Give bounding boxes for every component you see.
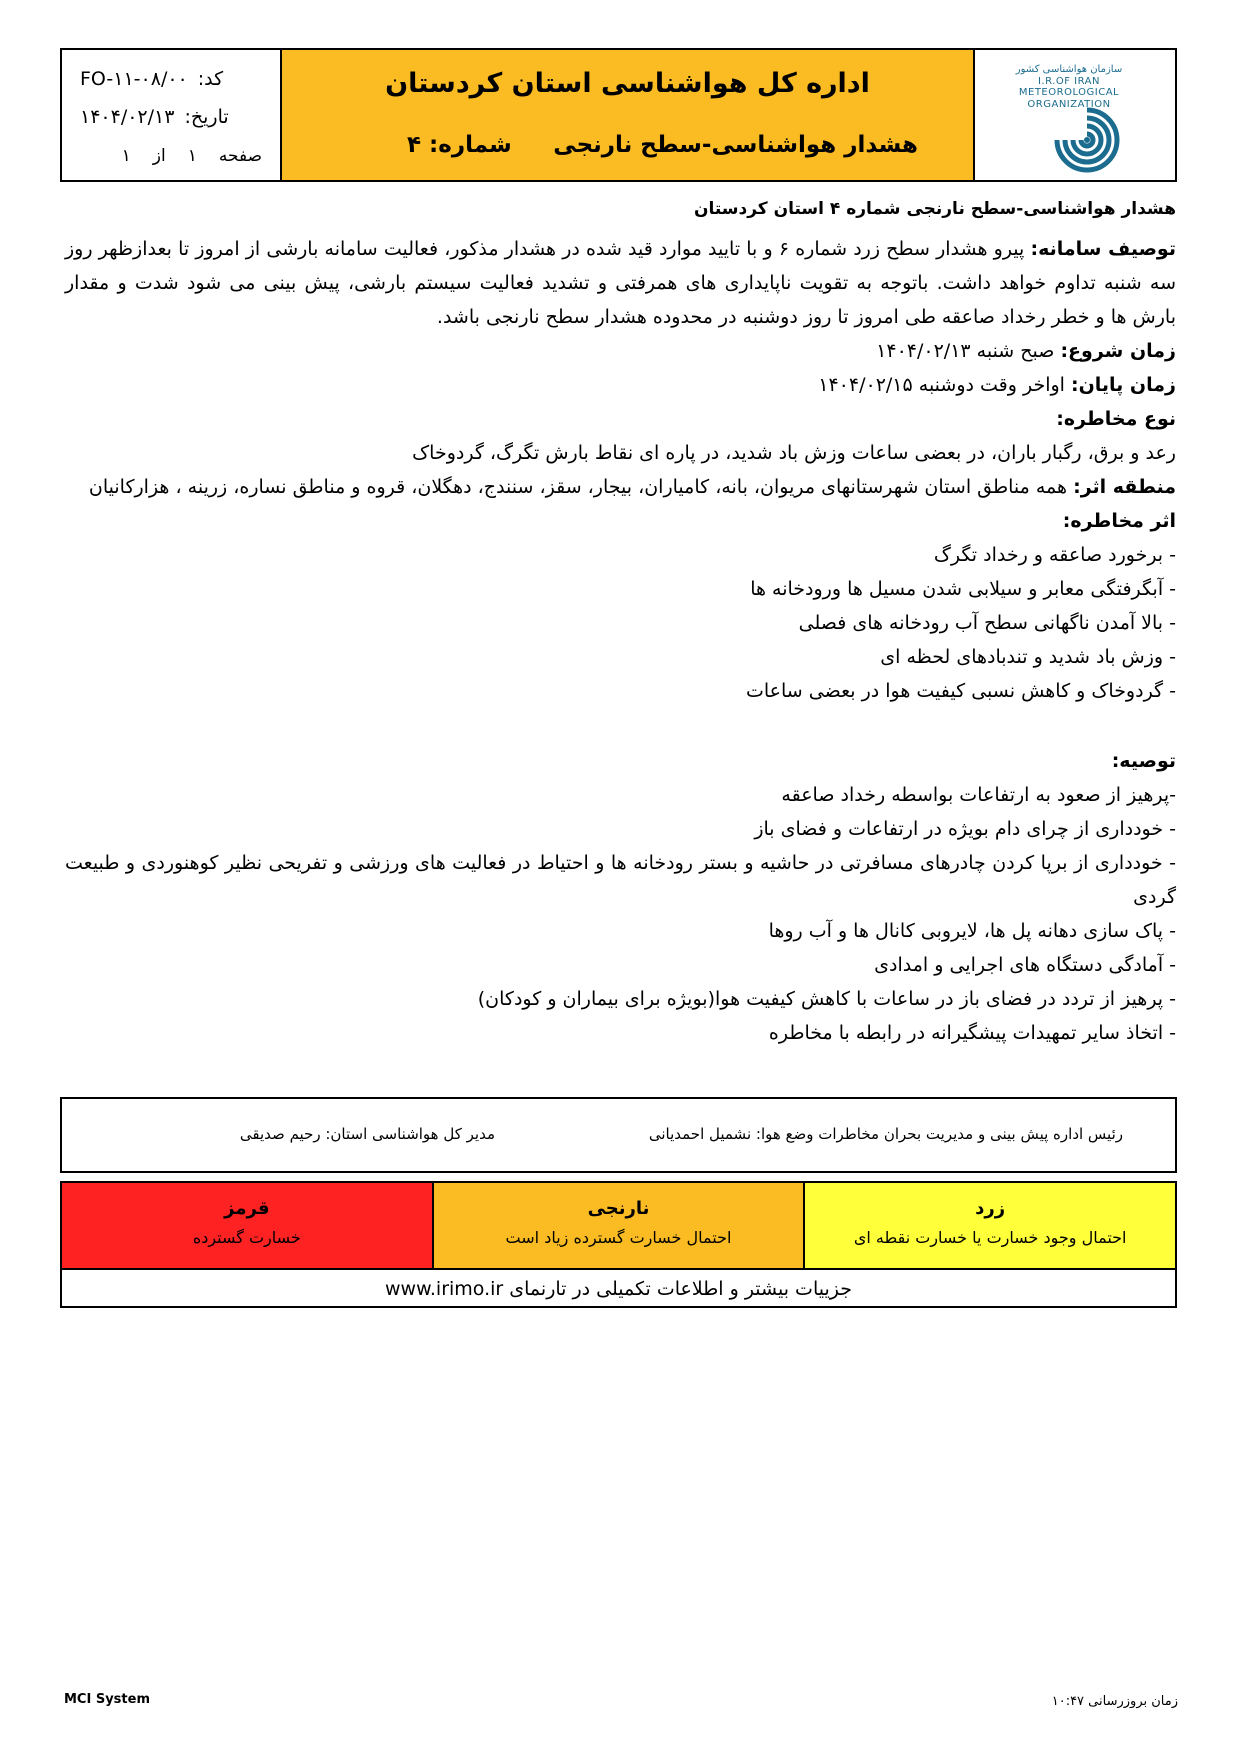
legend-name: زرد — [975, 1198, 1006, 1219]
document-meta — [62, 50, 282, 180]
impact-item: - بالا آمدن ناگهانی سطح آب رودخانه های فصلی — [798, 612, 1176, 634]
description-label: توصیف سامانه: — [1030, 238, 1176, 260]
legend-orange — [434, 1183, 806, 1268]
legend-name: قرمز — [224, 1198, 270, 1219]
affected-area-label: منطقه اثر: — [1073, 476, 1176, 498]
advice-item: - پرهیز از تردد در فضای باز در ساعات با کاهش کیفیت هوا(بویژه برای بیماران و کودکان) — [477, 988, 1176, 1010]
end-time-value: اواخر وقت دوشنبه ۱۴۰۴/۰۲/۱۵ — [818, 374, 1071, 396]
code-row — [80, 60, 262, 98]
system-description — [65, 232, 1176, 334]
logo-text-en-1: I.R.OF IRAN — [1037, 75, 1100, 87]
advice-item: - اتخاذ سایر تمهیدات پیشگیرانه در رابطه با مخاطره — [768, 1022, 1176, 1044]
warning-number: شماره: ۴ — [407, 132, 512, 158]
legend-description: خسارت گسترده — [192, 1228, 301, 1247]
website-reference: جزییات بیشتر و اطلاعات تکمیلی در تارنمای www.irimo.ir — [385, 1278, 852, 1300]
hazard-type-label: نوع مخاطره: — [1056, 408, 1176, 430]
advice-item: - خودداری از برپا کردن چادرهای مسافرتی در حاشیه و بستر رودخانه ها و احتیاط در فعالیت های ورزشی و تفریحی نظیر کوهنوردی و طبیعت گردی — [65, 852, 1176, 908]
page-number-row — [80, 136, 262, 176]
spiral-logo-icon — [1045, 105, 1129, 175]
signature-box — [60, 1097, 1177, 1173]
logo-text-en-3: ORGANIZATION — [1027, 98, 1111, 110]
section-spacer — [65, 708, 1176, 744]
advice-label: توصیه: — [1111, 750, 1176, 772]
header-title-block — [282, 50, 975, 180]
legend-name: نارنجی — [587, 1198, 650, 1219]
legend-description: احتمال وجود خسارت یا خسارت نقطه ای — [853, 1228, 1127, 1247]
end-time-row — [65, 368, 1176, 402]
forecast-head-signature: رئیس اداره پیش بینی و مدیریت بحران مخاطرات وضع هوا: نشمیل احمدیانی — [648, 1125, 1123, 1143]
impact-item: - برخورد صاعقه و رخداد تگرگ — [933, 544, 1176, 566]
director-signature: مدیر کل هواشناسی استان: رحیم صدیقی — [239, 1125, 495, 1143]
start-time-row — [65, 334, 1176, 368]
advice-item: - خودداری از چرای دام بویژه در ارتفاعات و فضای باز — [754, 818, 1176, 840]
page-current: ۱ — [187, 145, 197, 166]
advice-item: -پرهیز از صعود به ارتفاعات بواسطه رخداد صاعقه — [781, 784, 1176, 806]
meteorological-organization-logo — [975, 50, 1175, 180]
start-time-value: صبح شنبه ۱۴۰۴/۰۲/۱۳ — [876, 340, 1061, 362]
legend-red — [62, 1183, 434, 1268]
date-label: تاریخ: — [184, 105, 229, 128]
advice-item: - پاک سازی دهانه پل ها، لایروبی کانال ها و آب روها — [768, 920, 1176, 942]
logo-text-fa: سازمان هواشناسی کشور — [1015, 64, 1123, 75]
affected-area-text: همه مناطق استان شهرستانهای مریوان، بانه، کامیاران، بیجار، سقز، سنندج، دهگلان، قروه و مناطق نساره، زرینه ، هزارکانیان — [88, 476, 1074, 498]
impact-item: - وزش باد شدید و تندبادهای لحظه ای — [880, 646, 1176, 668]
page-total: ۱ — [121, 145, 131, 166]
hazard-impact-label: اثر مخاطره: — [1062, 510, 1176, 532]
date-value: ۱۴۰۴/۰۲/۱۳ — [80, 105, 175, 128]
affected-area-row — [65, 470, 1176, 504]
warning-subtitle: هشدار هواشناسی-سطح نارنجی شماره ۴ استان کردستان — [693, 199, 1176, 219]
organization-title: اداره کل هواشناسی استان کردستان — [385, 68, 870, 99]
warning-level-legend — [60, 1181, 1177, 1308]
date-row — [80, 98, 262, 136]
logo-text — [989, 64, 1149, 110]
end-time-label: زمان پایان: — [1070, 374, 1176, 396]
code-value: FO-۱۱-۰۸/۰۰ — [80, 67, 188, 90]
warning-body — [65, 190, 1176, 1050]
legend-levels — [62, 1183, 1175, 1270]
legend-yellow — [805, 1183, 1175, 1268]
page-of: از — [152, 145, 166, 166]
description-text: پیرو هشدار سطح زرد شماره ۶ و با تایید موارد قید شده در هشدار مذکور، فعالیت سامانه بارشی از امروز تا بعدازظهر روز سه شنبه تداوم خواهد داشت. باتوجه به تقویت ناپایداری های همرفتی و تشدید فعالیت سیستم بارشی، پیش بینی می شود شدت و مقدار بارش ها و خطر رخداد صاعقه طی امروز تا روز دوشنبه در محدوده هشدار سطح نارنجی باشد. — [65, 238, 1176, 328]
impact-item: - گردوخاک و کاهش نسبی کیفیت هوا در بعضی ساعات — [746, 680, 1176, 702]
page-label: صفحه — [218, 145, 262, 166]
update-time: زمان بروزرسانی ۱۰:۴۷ — [1051, 1694, 1178, 1709]
legend-description: احتمال خسارت گسترده زیاد است — [505, 1228, 732, 1247]
warning-level-title: هشدار هواشناسی-سطح نارنجی — [553, 132, 918, 158]
hazard-type-text: رعد و برق، رگبار باران، در بعضی ساعات وزش باد شدید، در پاره ای نقاط بارش تگرگ، گردوخاک — [412, 442, 1176, 464]
advice-item: - آمادگی دستگاه های اجرایی و امدادی — [874, 954, 1176, 976]
document-header — [60, 48, 1177, 182]
impact-item: - آبگرفتگی معابر و سیلابی شدن مسیل ها ورودخانه ها — [750, 578, 1176, 600]
start-time-label: زمان شروع: — [1060, 340, 1176, 362]
logo-text-en-2: METEOROLOGICAL — [1018, 87, 1120, 98]
code-label: کد: — [197, 67, 224, 90]
system-name: MCI System — [64, 1692, 150, 1707]
